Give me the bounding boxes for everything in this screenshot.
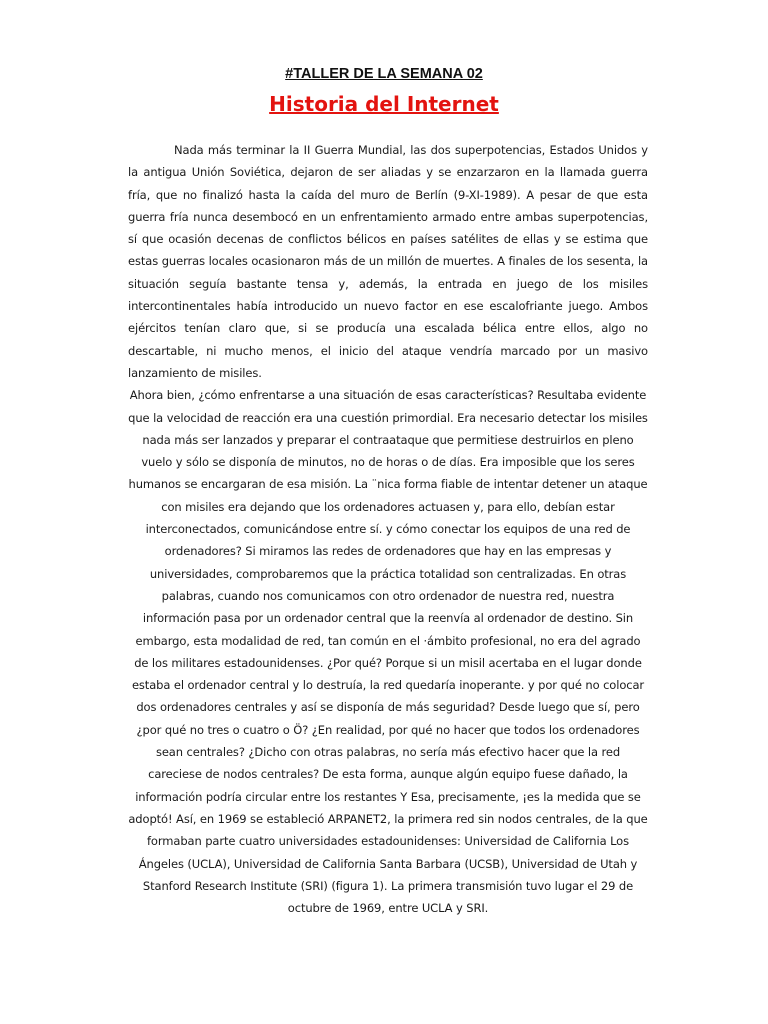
document-header: #TALLER DE LA SEMANA 02 (285, 66, 483, 82)
document-title: Historia del Internet (269, 92, 499, 116)
paragraph-arpanet: Ahora bien, ¿cómo enfrentarse a una situación de esas características? Resultaba evidente que la velocidad de reacción era una cuestión primordial. Era necesario detectar los misiles nada más ser lanzados y preparar el contraataque que permitiese destruirlos en pleno vuelo y sólo se disponía de minutos, no de horas o de días. Era imposible que los seres humanos se encargaran de esa misión. La ¨nica forma fiable de intentar detener un ataque con misiles era dejando que los ordenadores actuasen y, para ello, debían estar interconectados, comunicándose entre sí. y cómo conectar los equipos de una red de ordenadores? Si miramos las redes de ordenadores que hay en las empresas y universidades, comprobaremos que la práctica totalidad son centralizadas. En otras palabras, cuando nos comunicamos con otro ordenador de nuestra red, nuestra información pasa por un ordenador central que la reenvía al ordenador de destino. Sin embargo, esta modalidad de red, tan común en el ·ámbito profesional, no era del agrado de los militares estadounidenses. ¿Por qué? Porque si un misil acertaba en el lugar donde estaba el ordenador central y lo destruía, la red quedaría inoperante. y por qué no colocar dos ordenadores centrales y así se disponía de más seguridad? Desde luego que sí, pero ¿por qué no tres o cuatro o Ö? ¿En realidad, por qué no hacer que todos los ordenadores sean centrales? ¿Dicho con otras palabras, no sería más efectivo hacer que la red careciese de nodos centrales? De esta forma, aunque algún equipo fuese dañado, la información podría circular entre los restantes Y Esa, precisamente, ¡es la medida que se adoptó! Así, en 1969 se estableció ARPANET2, la primera red sin nodos centrales, de la que formaban parte cuatro universidades estadounidenses: Universidad de California Los Ángeles (UCLA), Universidad de California Santa Barbara (UCSB), Universidad de Utah y Stanford Research Institute (SRI) (figura 1). La primera transmisión tuvo lugar el 29 de octubre de 1969, entre UCLA y SRI. (128, 388, 648, 916)
paragraph-cold-war: Nada más terminar la II Guerra Mundial, las dos superpotencias, Estados Unidos y la antigua Unión Soviética, dejaron de ser aliadas y se enzarzaron en la llamada guerra fría, que no finalizó hasta la caída del muro de Berlín (9-XI-1989). A pesar de que esta guerra fría nunca desembocó en un enfrentamiento armado entre ambas superpotencias, sí que ocasión decenas de conflictos bélicos en países satélites de ellas y se estima que estas guerras locales ocasionaron más de un millón de muertes. A finales de los sesenta, la situación seguía bastante tensa y, además, la entrada en juego de los misiles intercontinentales había introducido un nuevo factor en ese escalofriante juego. Ambos ejércitos tenían claro que, si se producía una escalada bélica entre ellos, algo no descartable, ni mucho menos, el inicio del ataque vendría marcado por un masivo lanzamiento de misiles. (128, 143, 648, 380)
document-body (128, 139, 648, 919)
